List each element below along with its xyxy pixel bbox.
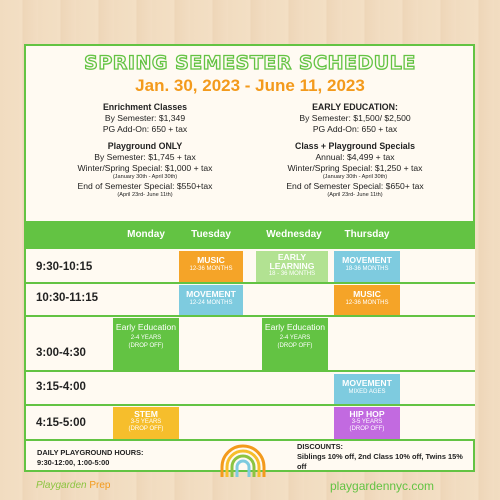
class-title: MOVEMENT: [342, 378, 392, 388]
rainbow-logo-icon: [218, 443, 268, 477]
schedule-header: [26, 221, 475, 249]
class-title: MOVEMENT: [342, 255, 392, 265]
enrichment-line: PG Add-On: 650 + tax: [102, 124, 188, 134]
time-slot: 9:30-10:15: [36, 261, 93, 273]
class-music-tuesday[interactable]: [179, 251, 243, 282]
class-playground-note: (January 30th - April 30th): [322, 174, 388, 180]
class-age: 2-4 YEARS: [130, 335, 162, 341]
daily-hours-value: 9:30-12:00, 1:00-5:00: [37, 458, 110, 467]
early-education-line: By Semester: $1,500/ $2,500: [299, 113, 411, 123]
playground-only-heading: Playground ONLY: [107, 141, 183, 151]
class-music-thursday[interactable]: [334, 285, 400, 315]
class-title: EARLY LEARNING: [269, 252, 315, 271]
class-age: 18 - 36 MONTHS: [268, 271, 316, 277]
class-early-education-monday[interactable]: [113, 318, 179, 370]
brand-suffix: Prep: [89, 480, 111, 491]
day-tuesday: Tuesday: [191, 229, 231, 240]
daily-hours-heading: DAILY PLAYGROUND HOURS:: [37, 448, 144, 457]
class-playground-note: (April 23rd- June 11th): [327, 192, 383, 198]
class-title: Early Education: [264, 322, 326, 332]
playground-only-line: By Semester: $1,745 + tax: [94, 152, 196, 162]
brand-name: Playgarden: [36, 480, 87, 491]
time-slot: 3:00-4:30: [36, 347, 86, 359]
day-thursday: Thursday: [344, 229, 390, 240]
class-movement-mixed-thursday[interactable]: [334, 374, 400, 404]
playground-only-line: Winter/Spring Special: $1,000 + tax: [77, 163, 213, 173]
class-movement-thursday[interactable]: [334, 251, 400, 282]
early-education-heading: EARLY EDUCATION:: [312, 102, 398, 112]
class-title: MUSIC: [353, 289, 381, 299]
semester-dates: Jan. 30, 2023 - June 11, 2023: [135, 76, 365, 95]
enrichment-heading: Enrichment Classes: [102, 102, 188, 112]
discounts-heading: DISCOUNTS:: [297, 442, 343, 451]
class-title: MOVEMENT: [186, 289, 236, 299]
brand-logo: [36, 480, 111, 491]
schedule-row: [26, 372, 475, 406]
class-title: Early Education: [115, 322, 177, 332]
day-wednesday: Wednesday: [266, 229, 322, 240]
class-age: 12-36 MONTHS: [345, 300, 389, 306]
daily-hours: [37, 448, 144, 468]
class-title: MUSIC: [197, 255, 225, 265]
playground-only-line: End of Semester Special: $550+tax: [77, 181, 213, 191]
class-stem-monday[interactable]: [113, 407, 179, 439]
class-title: HIP HOP: [349, 409, 385, 419]
class-playground-heading: Class + Playground Specials: [294, 141, 416, 151]
class-early-education-wednesday[interactable]: [262, 318, 328, 370]
class-age: 3-5 YEARS: [351, 419, 383, 425]
class-age: MIXED AGES: [348, 389, 386, 395]
class-playground-line: Annual: $4,499 + tax: [315, 152, 395, 162]
class-age: 12-36 MONTHS: [189, 266, 233, 272]
website-link[interactable]: playgardennyc.com: [330, 479, 435, 493]
class-age: 18-36 MONTHS: [345, 266, 389, 272]
class-age: 3-5 YEARS: [130, 419, 162, 425]
class-playground-line: End of Semester Special: $650+ tax: [286, 181, 424, 191]
class-early-learning-wednesday[interactable]: [256, 251, 328, 282]
enrichment-line: By Semester: $1,349: [104, 113, 186, 123]
playground-only-note: (January 30th - April 30th): [112, 174, 178, 180]
page-title: SPRING SEMESTER SCHEDULE: [84, 52, 416, 74]
schedule-row: [26, 406, 475, 441]
class-movement-tuesday[interactable]: [179, 285, 243, 315]
time-slot: 4:15-5:00: [36, 417, 86, 429]
early-education-line: PG Add-On: 650 + tax: [312, 124, 398, 134]
day-monday: Monday: [127, 229, 165, 240]
time-slot: 10:30-11:15: [36, 292, 99, 304]
class-title: STEM: [134, 409, 158, 419]
pricing-left-column: [40, 102, 250, 199]
discounts-text: Siblings 10% off, 2nd Class 10% off, Twins 15% off: [297, 452, 463, 471]
class-note: (DROP OFF): [277, 343, 313, 349]
playground-only-note: (April 23rd- June 11th): [117, 192, 173, 198]
time-slot: 3:15-4:00: [36, 381, 86, 393]
class-note: (DROP OFF): [349, 426, 385, 432]
class-note: (DROP OFF): [128, 343, 164, 349]
discounts: [297, 442, 467, 472]
class-hip-hop-thursday[interactable]: [334, 407, 400, 439]
class-note: (DROP OFF): [128, 426, 164, 432]
pricing-right-column: [250, 102, 460, 199]
schedule-row: [26, 317, 475, 372]
schedule-row: [26, 249, 475, 284]
class-age: 2-4 YEARS: [279, 335, 311, 341]
class-playground-line: Winter/Spring Special: $1,250 + tax: [287, 163, 423, 173]
class-age: 12-24 MONTHS: [189, 300, 233, 306]
